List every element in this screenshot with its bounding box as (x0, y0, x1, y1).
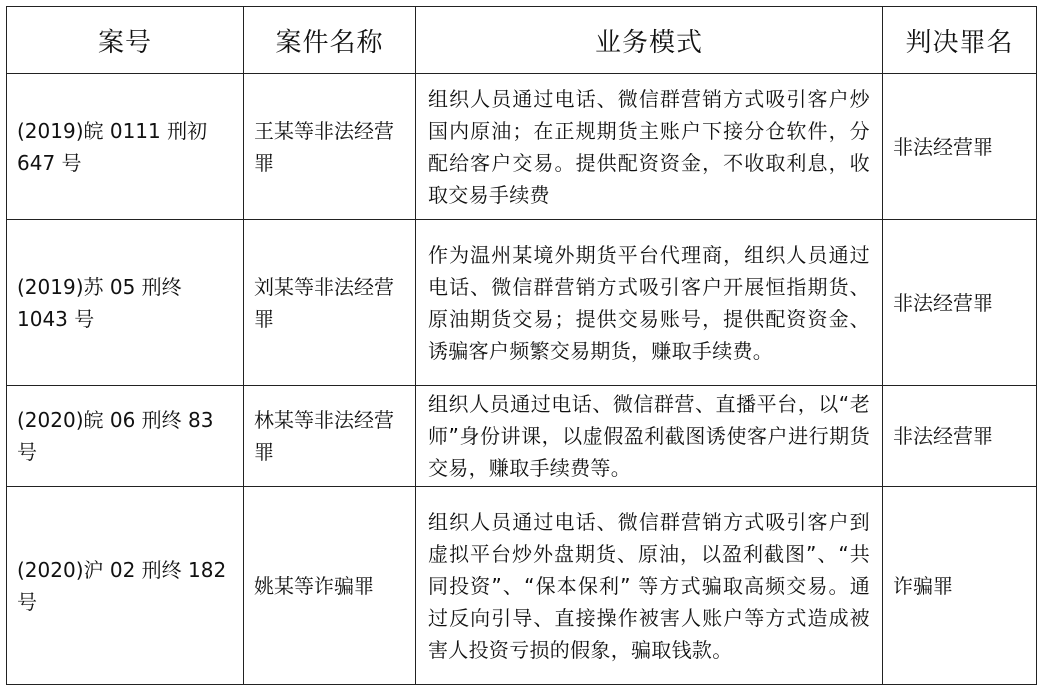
header-business-mode: 业务模式 (416, 7, 883, 74)
table-row (7, 487, 1037, 685)
case-name-cell: 刘某等非法经营罪 (244, 220, 416, 386)
case-name-cell: 王某等非法经营罪 (244, 74, 416, 220)
charge-cell: 诈骗罪 (883, 487, 1037, 685)
business-mode-cell: 作为温州某境外期货平台代理商，组织人员通过电话、微信群营销方式吸引客户开展恒指期货、原油期货交易；提供交易账号，提供配资资金、诱骗客户频繁交易期货，赚取手续费。 (416, 220, 883, 386)
case-number-cell: (2019)苏 05 刑终 1043 号 (7, 220, 244, 386)
business-mode-cell: 组织人员通过电话、微信群营销方式吸引客户炒国内原油；在正规期货主账户下接分仓软件，分配给客户交易。提供配资资金，不收取利息，收取交易手续费 (416, 74, 883, 220)
header-case-no: 案号 (7, 7, 244, 74)
business-mode-cell: 组织人员通过电话、微信群营、直播平台，以“老师”身份讲课，以虚假盈利截图诱使客户进行期货交易，赚取手续费等。 (416, 386, 883, 487)
case-number-cell: (2020)沪 02 刑终 182 号 (7, 487, 244, 685)
charge-cell: 非法经营罪 (883, 386, 1037, 487)
case-name-cell: 林某等非法经营罪 (244, 386, 416, 487)
business-mode-cell: 组织人员通过电话、微信群营销方式吸引客户到虚拟平台炒外盘期货、原油，以盈利截图”、“共同投资”、“保本保利” 等方式骗取高频交易。通过反向引导、直接操作被害人账户等方式造成被害人投资亏损的假象，骗取钱款。 (416, 487, 883, 685)
table-row (7, 386, 1037, 487)
case-number-cell: (2019)皖 0111 刑初 647 号 (7, 74, 244, 220)
table-row (7, 74, 1037, 220)
header-case-name: 案件名称 (244, 7, 416, 74)
header-charge: 判决罪名 (883, 7, 1037, 74)
charge-cell: 非法经营罪 (883, 220, 1037, 386)
charge-cell: 非法经营罪 (883, 74, 1037, 220)
case-table (6, 6, 1037, 685)
table-row (7, 220, 1037, 386)
case-number-cell: (2020)皖 06 刑终 83 号 (7, 386, 244, 487)
header-row (7, 7, 1037, 74)
case-name-cell: 姚某等诈骗罪 (244, 487, 416, 685)
